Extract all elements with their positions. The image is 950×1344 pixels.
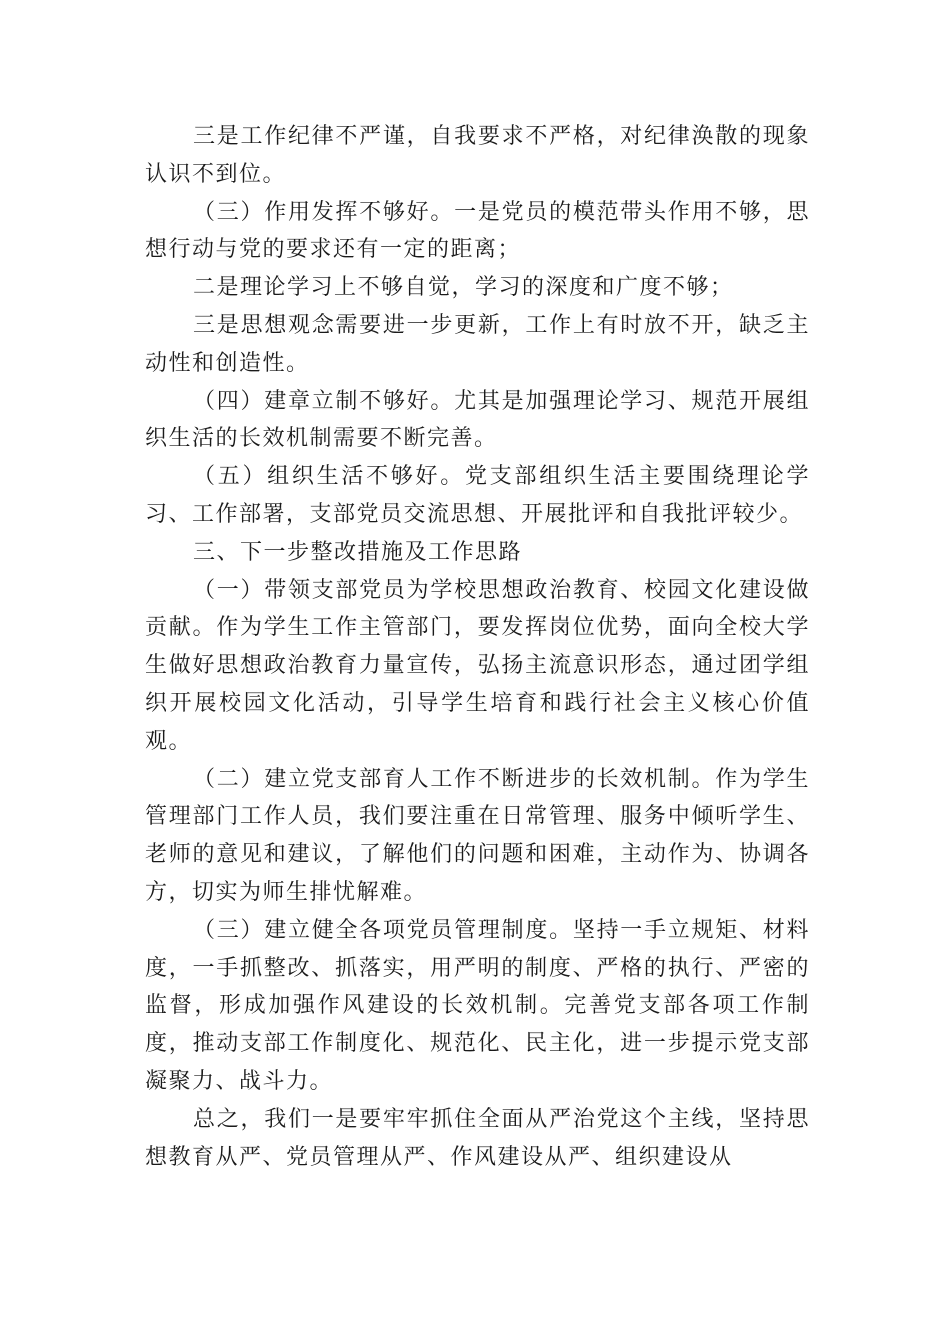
- paragraph-10: （三）建立健全各项党员管理制度。坚持一手立规矩、材料度，一手抓整改、抓落实，用严明的制度、严格的执行、严密的监督，形成加强作风建设的长效机制。完善党支部各项工作制度，推动支部工作制度化、规范化、民主化，进一步提示党支部凝聚力、战斗力。: [145, 917, 810, 1094]
- paragraph-9: （二）建立党支部育人工作不断进步的长效机制。作为学生管理部门工作人员，我们要注重在日常管理、服务中倾听学生、老师的意见和建议，了解他们的问题和困难，主动作为、协调各方，切实为师生排忧解难。: [145, 766, 810, 905]
- paragraph-8: （一）带领支部党员为学校思想政治教育、校园文化建设做贡献。作为学生工作主管部门，要发挥岗位优势，面向全校大学生做好思想政治教育力量宣传，弘扬主流意识形态，通过团学组织开展校园文化活动，引导学生培育和践行社会主义核心价值观。: [145, 577, 810, 754]
- document-body: [145, 118, 810, 1176]
- paragraph-11: 总之，我们一是要牢牢抓住全面从严治党这个主线，坚持思想教育从严、党员管理从严、作风建设从严、组织建设从: [145, 1106, 810, 1170]
- paragraph-4: 三是思想观念需要进一步更新，工作上有时放不开，缺乏主动性和创造性。: [145, 312, 810, 376]
- paragraph-5: （四）建章立制不够好。尤其是加强理论学习、规范开展组织生活的长效机制需要不断完善。: [145, 388, 810, 452]
- section-heading: 三、下一步整改措施及工作思路: [193, 539, 523, 565]
- paragraph-1: 三是工作纪律不严谨，自我要求不严格，对纪律涣散的现象认识不到位。: [145, 124, 810, 187]
- paragraph-2: （三）作用发挥不够好。一是党员的模范带头作用不够，思想行动与党的要求还有一定的距离；: [145, 199, 810, 263]
- paragraph-6: （五）组织生活不够好。党支部组织生活主要围绕理论学习、工作部署，支部党员交流思想、开展批评和自我批评较少。: [145, 464, 810, 527]
- paragraph-3: 二是理论学习上不够自觉，学习的深度和广度不够；: [193, 275, 734, 301]
